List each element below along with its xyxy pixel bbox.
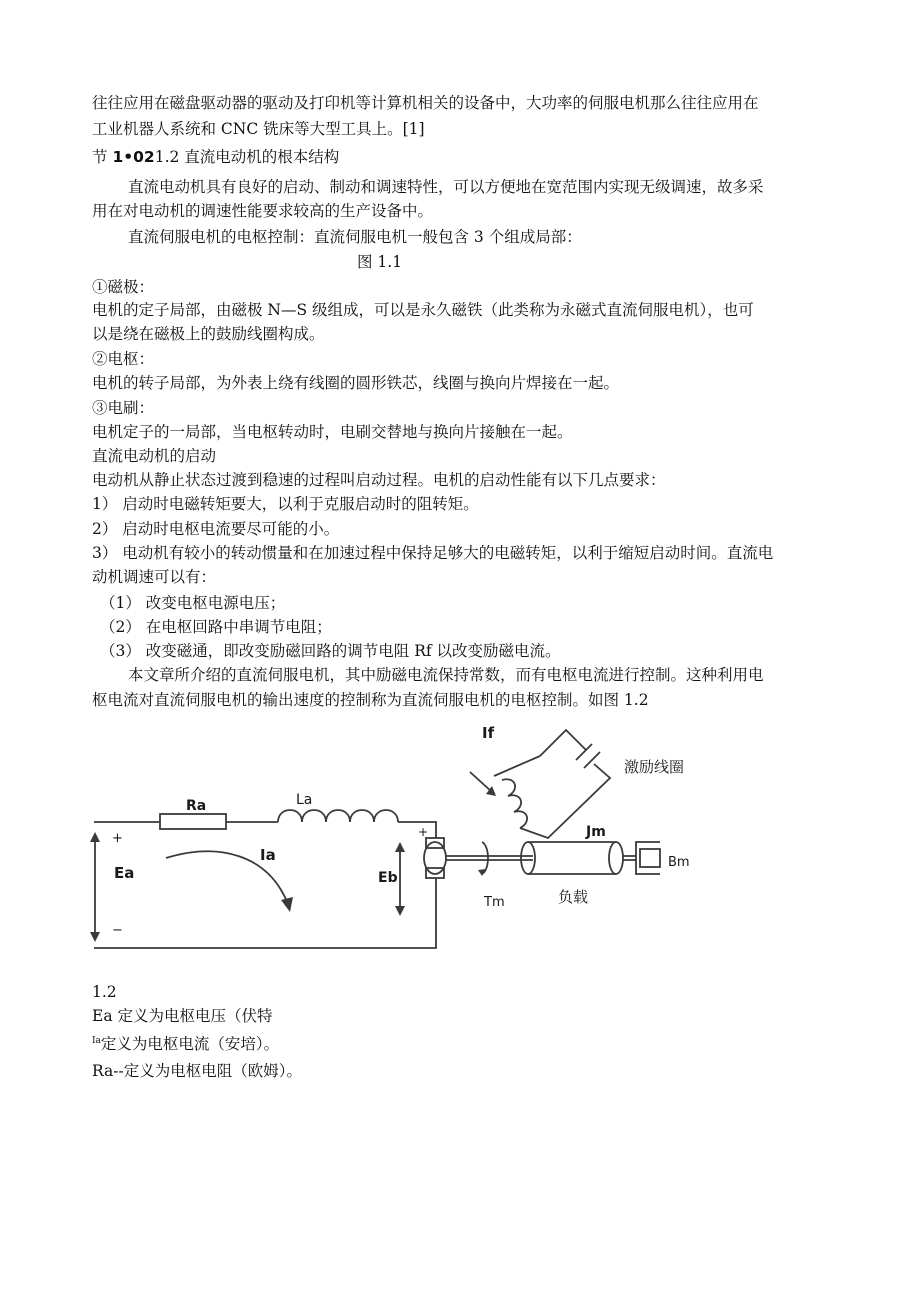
symbol-ia: Ia	[92, 1036, 101, 1046]
definition-ia	[92, 1030, 279, 1055]
item-heading: ③电刷：	[92, 399, 155, 417]
paragraph-line: 电机的定子局部，由磁极 N—S 级组成，可以是永久磁铁（此类称为永磁式直流伺服电机），也可	[92, 301, 754, 319]
label-eb: Eb	[378, 870, 398, 886]
paragraph-line: 直流电动机具有良好的启动、制动和调速特性，可以方便地在宽范围内实现无级调速，故多采	[128, 178, 764, 196]
list-item: （3） 改变磁通，即改变励磁回路的调节电阻 Rf 以改变励磁电流。	[100, 642, 561, 660]
label-ea: Ea	[114, 864, 135, 882]
section-number: 1•02	[112, 148, 155, 166]
paragraph-line: 直流伺服电机的电枢控制：直流伺服电机一般包含 3 个组成局部：	[128, 228, 582, 246]
subsection-title: 直流电动机的启动	[92, 447, 217, 465]
list-item: 3） 电动机有较小的转动惯量和在加速过程中保持足够大的电磁转矩，以利于缩短启动时间。直流电	[92, 544, 774, 562]
item-heading: ②电枢：	[92, 350, 155, 368]
label-plus-ea: +	[112, 831, 123, 846]
excitation-coil	[502, 779, 527, 828]
paragraph-line: 动机调速可以有：	[92, 568, 217, 586]
circuit-diagram-figure-1-2	[88, 718, 708, 958]
paragraph-line: 枢电流对直流伺服电机的输出速度的控制称为直流伺服电机的电枢控制。如图 1.2	[92, 691, 649, 709]
label-la: La	[296, 792, 313, 808]
excitation-circuit	[540, 730, 586, 756]
load-cylinder	[528, 842, 616, 874]
label-ia: Ia	[260, 846, 276, 864]
definition-text: --定义为电枢电阻（欧姆）。	[113, 1062, 303, 1080]
symbol-ra: Ra	[92, 1062, 114, 1080]
circuit-wire	[94, 878, 436, 948]
label-minus-ea: −	[112, 923, 123, 938]
label-bm: Bm	[668, 855, 690, 870]
load-cylinder-end	[609, 842, 623, 874]
excitation-circuit	[576, 744, 600, 768]
label-tm: Tm	[484, 895, 505, 910]
list-item: （1） 改变电枢电源电压；	[100, 594, 286, 612]
definition-ra	[92, 1060, 302, 1082]
load-cylinder-end	[521, 842, 535, 874]
paragraph-line: 往往应用在磁盘驱动器的驱动及打印机等计算机相关的设备中，大功率的伺服电机那么往往应用在	[92, 94, 759, 112]
section-title: 1.2 直流电动机的根本结构	[154, 148, 340, 166]
damper-bm	[640, 849, 660, 867]
label-jm: Jm	[586, 824, 606, 840]
circuit-wire	[398, 822, 436, 838]
definition-ea: Ea 定义为电枢电压（伏特	[92, 1007, 273, 1025]
brush-bottom	[426, 868, 444, 878]
label-plus-eb: +	[418, 825, 429, 839]
if-arrow	[470, 772, 492, 792]
section-prefix: 节	[92, 148, 108, 166]
paragraph-line: 本文章所介绍的直流伺服电机，其中励磁电流保持常数，而有电枢电流进行控制。这种利用电	[128, 666, 764, 684]
definition-text: 定义为电枢电流（安培）。	[100, 1035, 280, 1053]
brush-top	[426, 838, 444, 848]
figure-1-2-caption: 1.2	[92, 983, 117, 1001]
paragraph-line: 工业机器人系统和 CNC 铣床等大型工具上。[1]	[92, 120, 425, 138]
label-if: If	[482, 724, 495, 742]
paragraph-line: 用在对电动机的调速性能要求较高的生产设备中。	[92, 202, 434, 220]
paragraph-line: 以是绕在磁极上的鼓励线圈构成。	[92, 325, 325, 343]
figure-1-1-caption: 图 1.1	[357, 253, 403, 271]
inductor-la	[278, 810, 398, 822]
label-excitation-coil: 激励线圈	[624, 758, 685, 776]
paragraph-line: 电动机从静止状态过渡到稳速的过程叫启动过程。电机的启动性能有以下几点要求：	[92, 471, 666, 489]
list-item: （2） 在电枢回路中串调节电阻；	[100, 618, 332, 636]
resistor-ra	[160, 814, 226, 829]
paragraph-line: 电机定子的一局部，当电枢转动时，电刷交替地与换向片接触在一起。	[92, 423, 573, 441]
excitation-circuit	[494, 756, 540, 776]
list-item: 2） 启动时电枢电流要尽可能的小。	[92, 520, 340, 538]
label-load: 负载	[558, 888, 589, 906]
armature	[424, 842, 446, 874]
shaft	[623, 856, 636, 860]
item-heading: ①磁极：	[92, 278, 155, 296]
paragraph-line: 电机的转子局部，为外表上绕有线圈的圆形铁芯，线圈与换向片焊接在一起。	[92, 374, 620, 392]
label-ra: Ra	[186, 798, 207, 814]
list-item: 1） 启动时电磁转矩要大，以利于克服启动时的阻转矩。	[92, 495, 479, 513]
section-heading	[92, 146, 339, 168]
